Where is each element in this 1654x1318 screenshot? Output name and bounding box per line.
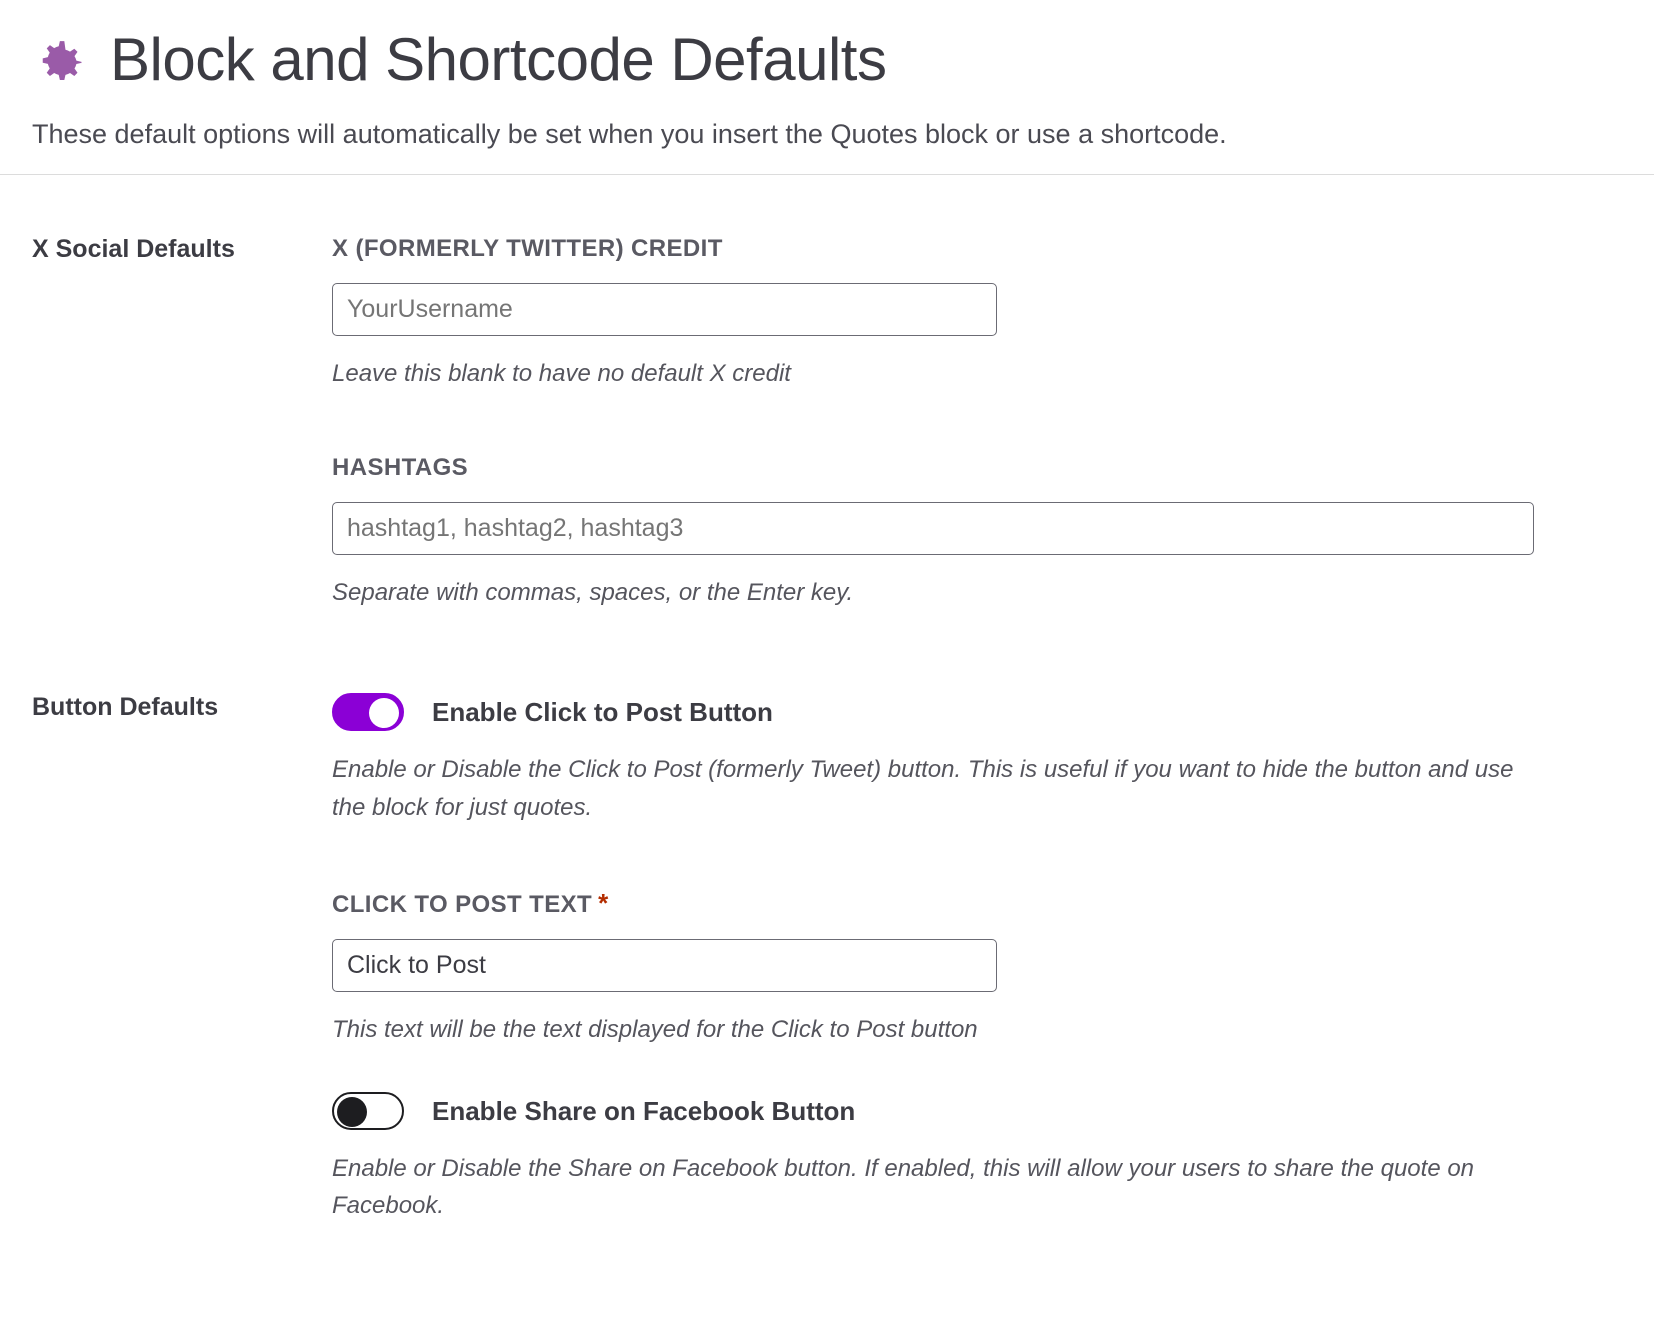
help-x-credit: Leave this blank to have no default X credit [332,360,791,388]
help-enable-share-on-facebook: Enable or Disable the Share on Facebook button. If enabled, this will allow your users to share the quote on Facebook. [332,1155,1475,1220]
field-click-to-post-text [332,888,1622,1048]
toggle-label-share-on-facebook: Enable Share on Facebook Button [432,1095,856,1126]
section-button-defaults [0,693,1654,1224]
click-to-post-text-input[interactable] [332,939,997,992]
hashtags-input[interactable] [332,502,1534,555]
field-label-click-to-post-text [332,888,1622,919]
field-label-text: CLICK TO POST TEXT [332,890,593,918]
page-header [0,0,1654,174]
field-label-hashtags: HASHTAGS [332,454,469,482]
section-body-x-social [332,235,1622,611]
section-label-x-social: X Social Defaults [32,235,235,264]
x-credit-input[interactable] [332,283,997,336]
page-title: Block and Shortcode Defaults [110,26,887,93]
section-x-social-defaults [0,235,1654,611]
toggle-knob [369,698,399,728]
required-asterisk: * [598,887,609,918]
page-subtitle: These default options will automatically be set when you insert the Quotes block or use a shortcode. [32,119,1227,149]
toggle-row-share-on-facebook [332,1092,1622,1130]
field-hashtags [332,454,1622,611]
help-hashtags: Separate with commas, spaces, or the Enter key. [332,579,854,607]
gear-icon [32,29,88,91]
header-divider [0,174,1654,175]
help-click-to-post-text: This text will be the text displayed for the Click to Post button [332,1015,978,1043]
section-label-button-defaults: Button Defaults [32,693,219,722]
title-row [32,28,1622,91]
field-label-x-credit: X (FORMERLY TWITTER) CREDIT [332,235,723,263]
toggle-enable-share-on-facebook[interactable] [332,1092,404,1130]
field-x-credit [332,235,1622,392]
toggle-row-click-to-post [332,693,1622,731]
section-body-button-defaults [332,693,1622,1224]
toggle-knob [337,1097,367,1127]
toggle-enable-click-to-post[interactable] [332,693,404,731]
toggle-label-click-to-post: Enable Click to Post Button [432,696,773,727]
help-enable-click-to-post: Enable or Disable the Click to Post (formerly Tweet) button. This is useful if you want to hide the button and use the block for just quotes. [332,756,1514,821]
